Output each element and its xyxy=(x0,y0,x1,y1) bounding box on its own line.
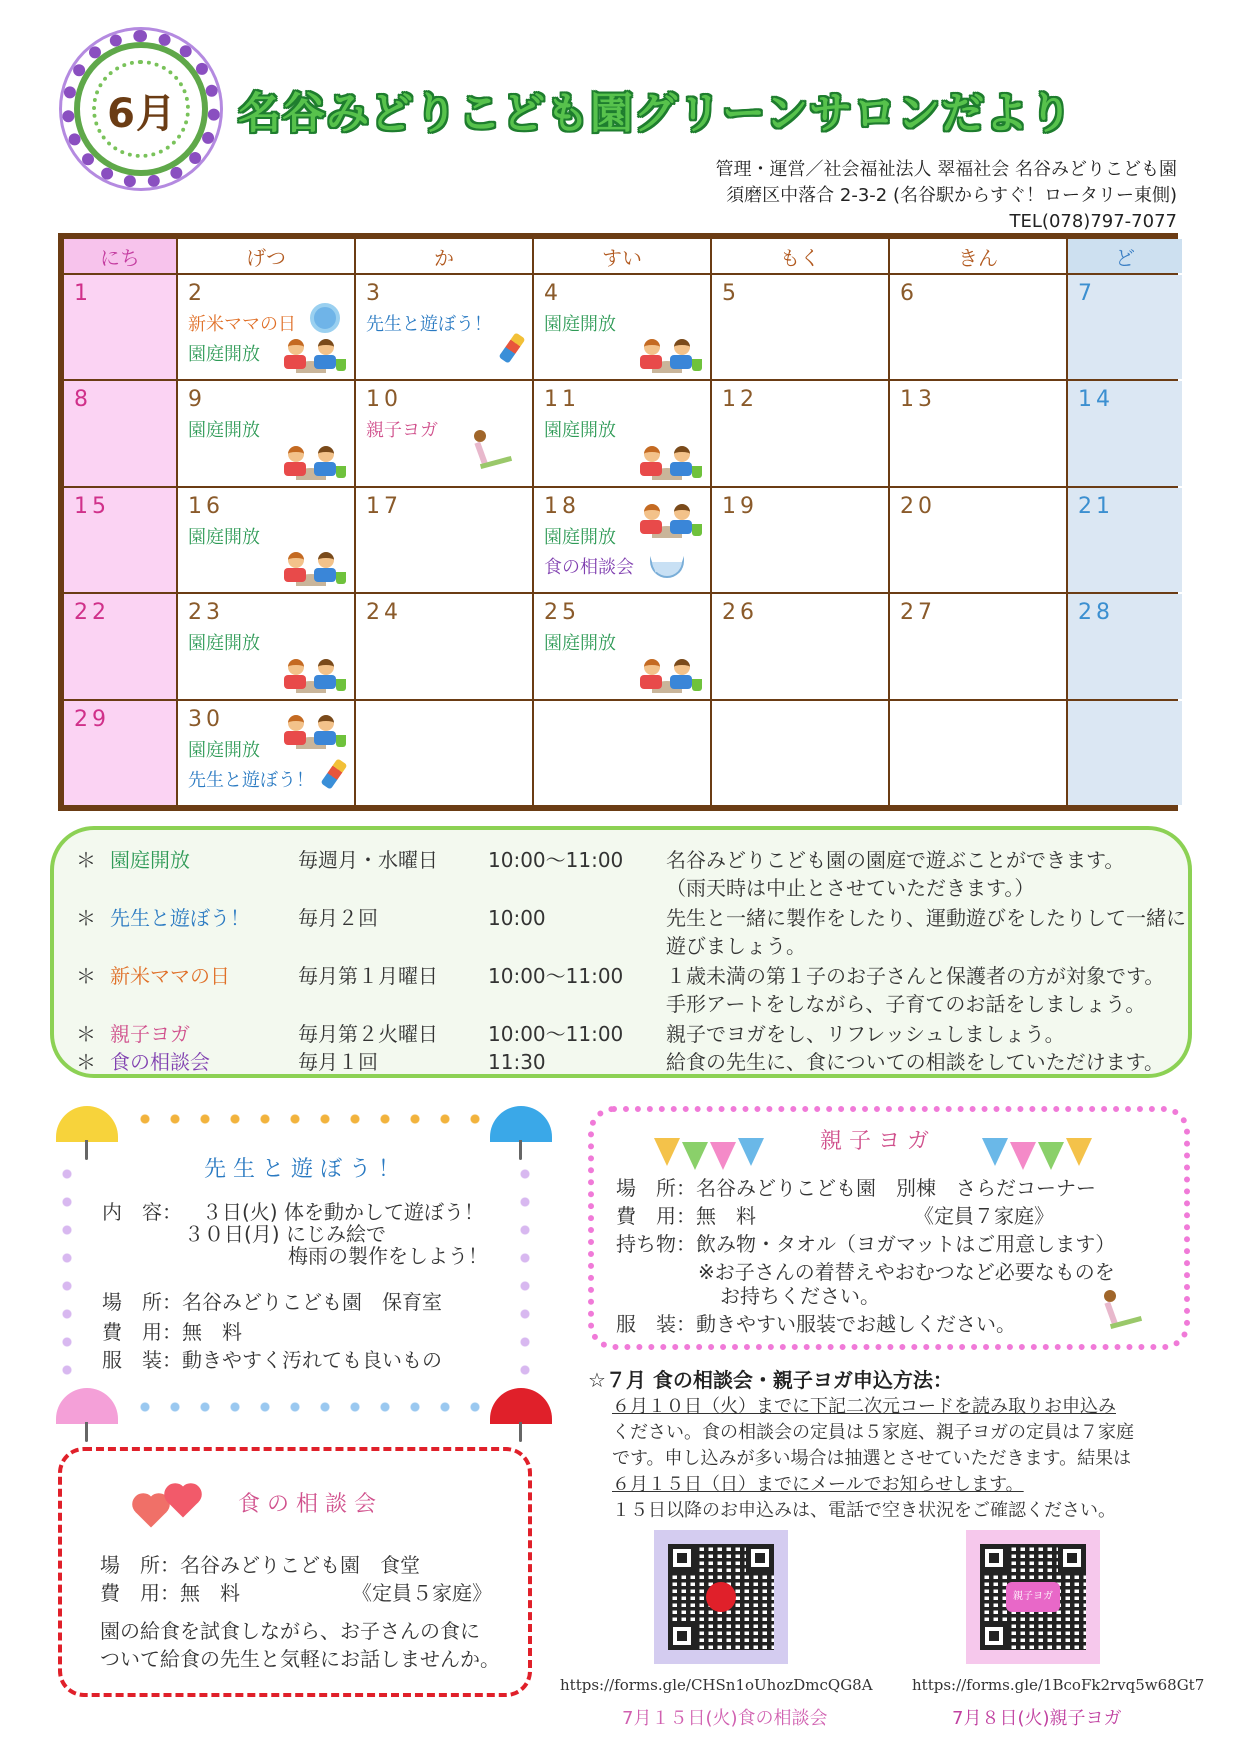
calendar-day-cell xyxy=(178,488,354,592)
day-number: 29 xyxy=(74,706,110,732)
schedule-name: 親子ヨガ xyxy=(110,1022,190,1046)
day-number: 7 xyxy=(1078,281,1096,306)
weekday-fri: きん xyxy=(890,239,1066,273)
calendar-day-cell xyxy=(178,275,354,379)
day-number: 24 xyxy=(366,600,402,626)
calendar-day-cell xyxy=(64,701,176,805)
schedule-name: 園庭開放 xyxy=(110,848,190,872)
calendar-day-cell xyxy=(1068,275,1182,379)
schedule-name: 食の相談会 xyxy=(110,1050,210,1074)
event-label-garden: 園庭開放 xyxy=(188,344,260,365)
calendar-day-cell xyxy=(534,701,710,805)
heart-icon xyxy=(167,1486,198,1517)
day-number: 23 xyxy=(188,600,224,626)
calendar-day-cell xyxy=(356,381,532,485)
event-label-garden: 園庭開放 xyxy=(188,633,260,655)
day-number: 18 xyxy=(544,493,580,519)
qr-code-food-consultation[interactable] xyxy=(654,1530,788,1664)
bunting-flag xyxy=(738,1138,764,1166)
crayon-icon xyxy=(498,333,525,364)
calendar-day-cell xyxy=(64,488,176,592)
teacher-content-label: 内 容： xyxy=(102,1200,182,1224)
bunting-flag xyxy=(1010,1142,1036,1170)
calendar-day-cell xyxy=(890,701,1066,805)
schedule-name: 先生と遊ぼう！ xyxy=(110,906,250,930)
qr-pattern xyxy=(668,1544,774,1650)
application-title: ☆７月 食の相談会・親子ヨガ申込方法： xyxy=(588,1368,953,1392)
day-number: 14 xyxy=(1078,387,1114,413)
calendar-day-cell xyxy=(64,381,176,485)
bullet-star: ＊ xyxy=(76,964,96,988)
application-line: ください。食の相談会の定員は５家庭、親子ヨガの定員は７家庭 xyxy=(612,1422,1134,1443)
yoga-logo-badge: 親子ヨガ xyxy=(1006,1582,1060,1612)
bunting-flag xyxy=(654,1138,680,1166)
day-number: 10 xyxy=(366,387,402,413)
kids-playing-sand-icon xyxy=(282,550,346,586)
weekday-mon: げつ xyxy=(178,239,354,273)
day-number: 27 xyxy=(900,600,936,626)
day-number: 12 xyxy=(722,387,758,413)
day-number: 19 xyxy=(722,493,758,519)
weekday-thu: もく xyxy=(712,239,888,273)
dotted-border-left xyxy=(62,1160,72,1380)
newsletter-title: 名谷みどりこども園グリーンサロンだより xyxy=(238,89,1074,139)
calendar-day-cell xyxy=(712,594,888,698)
event-label-mama: 新米ママの日 xyxy=(188,314,296,335)
calendar-day-cell xyxy=(890,381,1066,485)
teacher-content-line: ３日(火) 体を動かして遊ぼう！ xyxy=(202,1200,484,1224)
schedule-when: 毎月第２火曜日 xyxy=(298,1022,438,1046)
kids-playing-sand-icon xyxy=(638,444,702,480)
qr-code-parent-yoga[interactable] xyxy=(966,1530,1100,1664)
yoga-cost: 費 用：無 料 xyxy=(616,1204,756,1228)
calendar-day-cell xyxy=(890,488,1066,592)
schedule-time: 10:00～11:00 xyxy=(488,964,624,988)
yoga-clothes: 服 装：動きやすい服装でお越しください。 xyxy=(616,1312,1016,1336)
organization-info xyxy=(716,157,1177,235)
food-desc: 園の給食を試食しながら、お子さんの食に xyxy=(100,1619,480,1643)
org-tel: TEL(078)797-7077 xyxy=(1009,211,1177,232)
schedule-time: 11:30 xyxy=(488,1050,546,1074)
calendar-day-cell xyxy=(712,381,888,485)
dotted-border-right xyxy=(520,1160,530,1380)
day-number: 8 xyxy=(74,387,92,413)
day-number: 16 xyxy=(188,493,224,519)
schedule-desc: 給食の先生に、食についての相談をしていただけます。 xyxy=(666,1050,1164,1074)
event-label-yoga: 親子ヨガ xyxy=(366,420,438,442)
application-line: です。申し込みが多い場合は抽選とさせていただきます。結果は xyxy=(612,1448,1132,1469)
event-label-food: 食の相談会 xyxy=(544,556,634,578)
calendar-day-cell xyxy=(356,701,532,805)
qr-url-food[interactable]: https://forms.gle/CHSn1oUhozDmcQG8A xyxy=(560,1676,873,1694)
calendar-day-cell xyxy=(890,594,1066,698)
schedule-name: 新米ママの日 xyxy=(110,964,230,988)
schedule-when: 毎週月・水曜日 xyxy=(298,848,438,872)
calendar-day-cell xyxy=(1068,488,1182,592)
day-number: 9 xyxy=(188,387,206,413)
event-label-garden: 園庭開放 xyxy=(188,420,260,442)
schedule-when: 毎月２回 xyxy=(298,906,378,930)
bullet-star: ＊ xyxy=(76,848,96,872)
qr-pattern xyxy=(980,1544,1086,1650)
application-line: １５日以降のお申込みは、電話で空き状況をご確認ください。 xyxy=(612,1500,1116,1521)
calendar-day-cell xyxy=(356,488,532,592)
bunting-flag xyxy=(1038,1142,1064,1170)
schedule-time: 10:00～11:00 xyxy=(488,848,624,872)
event-label-garden: 園庭開放 xyxy=(188,739,260,761)
food-place: 場 所：名谷みどりこども園 食堂 xyxy=(100,1553,420,1577)
kids-playing-sand-icon xyxy=(638,657,702,693)
kids-playing-sand-icon xyxy=(638,337,702,373)
qr-caption-food: 7月１５日(火)食の相談会 xyxy=(622,1708,828,1729)
day-number: 25 xyxy=(544,600,580,626)
weekday-sat: ど xyxy=(1068,239,1182,273)
schedule-when: 毎月１回 xyxy=(298,1050,378,1074)
day-number: 26 xyxy=(722,600,758,626)
yoga-place: 場 所：名谷みどりこども園 別棟 さらだコーナー xyxy=(616,1176,1096,1200)
schedule-when: 毎月第１月曜日 xyxy=(298,964,438,988)
teacher-cost: 費 用：無 料 xyxy=(102,1320,242,1344)
food-cost: 費 用：無 料 xyxy=(100,1581,240,1605)
calendar-day-cell xyxy=(64,594,176,698)
bullet-star: ＊ xyxy=(76,1022,96,1046)
day-number: 15 xyxy=(74,493,110,519)
calendar-day-cell xyxy=(356,594,532,698)
org-address: 須磨区中落合 2-3-2 (名谷駅からすぐ！ロータリー東側) xyxy=(726,185,1177,206)
day-number: 22 xyxy=(74,600,110,626)
bunting-flag xyxy=(710,1142,736,1170)
kids-playing-sand-icon xyxy=(282,444,346,480)
bullet-star: ＊ xyxy=(76,1050,96,1074)
kids-playing-sand-icon xyxy=(282,713,346,749)
dotted-border-bottom xyxy=(130,1402,480,1412)
schedule-desc: 親子でヨガをし、リフレッシュしましょう。 xyxy=(666,1022,1065,1046)
food-box-title: 食の相談会 xyxy=(238,1492,384,1517)
day-number: 4 xyxy=(544,281,562,306)
baby-icon xyxy=(310,303,340,333)
application-text xyxy=(612,1394,1172,1524)
calendar-day-cell xyxy=(178,701,354,805)
weekday-sun: にち xyxy=(64,239,176,273)
schedule-time: 10:00 xyxy=(488,906,546,930)
calendar-day-cell xyxy=(712,488,888,592)
day-number: 1 xyxy=(74,281,92,306)
calendar-day-cell xyxy=(1068,594,1182,698)
yoga-girl-illustration xyxy=(1100,1290,1144,1334)
food-consultation-box xyxy=(58,1447,532,1697)
day-number: 30 xyxy=(188,706,224,732)
event-label-garden: 園庭開放 xyxy=(544,633,616,655)
kids-playing-sand-icon xyxy=(638,502,702,538)
yoga-box-title: 親子ヨガ xyxy=(820,1129,937,1154)
calendar-day-cell xyxy=(1068,701,1182,805)
qr-url-yoga[interactable]: https://forms.gle/1BcoFk2rvq5w68Gt7 xyxy=(912,1676,1205,1694)
weekday-wed: すい xyxy=(534,239,710,273)
day-number: 11 xyxy=(544,387,580,413)
heart-icon xyxy=(135,1496,166,1527)
kids-playing-sand-icon xyxy=(282,657,346,693)
day-number: 17 xyxy=(366,493,402,519)
calendar-day-cell xyxy=(178,381,354,485)
food-capacity: 《定員５家庭》 xyxy=(352,1581,492,1605)
schedule-sub: 手形アートをしながら、子育てのお話をしましょう。 xyxy=(666,992,1146,1016)
apple-icon xyxy=(706,1582,736,1612)
calendar-grid xyxy=(64,239,1172,805)
calendar-day-cell xyxy=(534,275,710,379)
yoga-items: 持ち物：飲み物・タオル（ヨガマットはご用意します） xyxy=(616,1232,1116,1256)
day-number: 20 xyxy=(900,493,936,519)
calendar-day-cell xyxy=(64,275,176,379)
event-label-garden: 園庭開放 xyxy=(544,526,616,548)
event-schedule-box xyxy=(50,826,1192,1078)
application-line: ６月１５日（日）までにメールでお知らせします。 xyxy=(612,1474,1024,1495)
pink-umbrella-icon xyxy=(56,1388,118,1424)
calendar-day-cell xyxy=(712,275,888,379)
event-label-garden: 園庭開放 xyxy=(188,526,260,548)
day-number: 6 xyxy=(900,281,918,306)
event-label-teacher: 先生と遊ぼう！ xyxy=(366,314,492,335)
day-number: 2 xyxy=(188,281,206,306)
day-number: 28 xyxy=(1078,600,1114,626)
event-label-garden: 園庭開放 xyxy=(544,314,616,335)
yoga-girl-icon xyxy=(470,430,514,474)
yoga-capacity: 《定員７家庭》 xyxy=(914,1204,1054,1228)
calendar-day-cell xyxy=(534,594,710,698)
bunting-flag xyxy=(982,1138,1008,1166)
teacher-content-line: ３０日(月) にじみ絵で xyxy=(184,1222,386,1246)
schedule-sub: 遊びましょう。 xyxy=(666,934,806,958)
blue-umbrella-icon xyxy=(490,1106,552,1142)
weekday-tue: か xyxy=(356,239,532,273)
schedule-sub: （雨天時は中止とさせていただきます。） xyxy=(666,876,1035,900)
teacher-box-title: 先生と遊ぼう！ xyxy=(204,1157,408,1182)
day-number: 13 xyxy=(900,387,936,413)
day-number: 3 xyxy=(366,281,384,306)
schedule-desc: 名谷みどりこども園の園庭で遊ぶことができます。 xyxy=(666,848,1125,872)
bunting-flag xyxy=(1066,1138,1092,1166)
event-label-teacher: 先生と遊ぼう！ xyxy=(188,769,314,791)
yoga-note: ※お子さんの着替えやおむつなど必要なものを xyxy=(698,1260,1115,1284)
teacher-place: 場 所：名谷みどりこども園 保育室 xyxy=(102,1290,442,1314)
calendar-day-cell xyxy=(356,275,532,379)
yellow-umbrella-icon xyxy=(56,1106,118,1142)
red-umbrella-icon xyxy=(490,1388,552,1424)
dotted-border-top xyxy=(130,1114,480,1124)
day-number: 5 xyxy=(722,281,740,306)
yoga-note: お持ちください。 xyxy=(720,1284,880,1308)
calendar-day-cell xyxy=(534,381,710,485)
parent-child-yoga-box xyxy=(588,1106,1190,1350)
calendar-day-cell xyxy=(534,488,710,592)
day-number: 21 xyxy=(1078,493,1114,519)
month-label: 6月 xyxy=(107,91,177,137)
bullet-star: ＊ xyxy=(76,906,96,930)
org-name: 管理・運営／社会福祉法人 翠福社会 名谷みどりこども園 xyxy=(715,159,1177,180)
qr-caption-yoga: 7月８日(火)親子ヨガ xyxy=(952,1708,1122,1729)
application-line: ６月１０日（火）までに下記二次元コードを読み取りお申込み xyxy=(612,1396,1116,1417)
calendar-day-cell xyxy=(890,275,1066,379)
june-calendar xyxy=(58,233,1178,811)
teacher-content-line: 梅雨の製作をしよう！ xyxy=(288,1244,488,1268)
food-desc: ついて給食の先生と気軽にお話しませんか。 xyxy=(100,1647,500,1671)
teacher-clothes: 服 装：動きやすく汚れても良いもの xyxy=(102,1348,442,1372)
event-label-garden: 園庭開放 xyxy=(544,420,616,442)
kids-playing-sand-icon xyxy=(282,337,346,373)
schedule-desc: １歳未満の第１子のお子さんと保護者の方が対象です。 xyxy=(666,964,1165,988)
calendar-day-cell xyxy=(178,594,354,698)
schedule-time: 10:00～11:00 xyxy=(488,1022,624,1046)
bunting-flag xyxy=(682,1142,708,1170)
calendar-day-cell xyxy=(712,701,888,805)
calendar-day-cell xyxy=(1068,381,1182,485)
schedule-desc: 先生と一緒に製作をしたり、運動遊びをしたりして一緒に xyxy=(666,906,1186,930)
